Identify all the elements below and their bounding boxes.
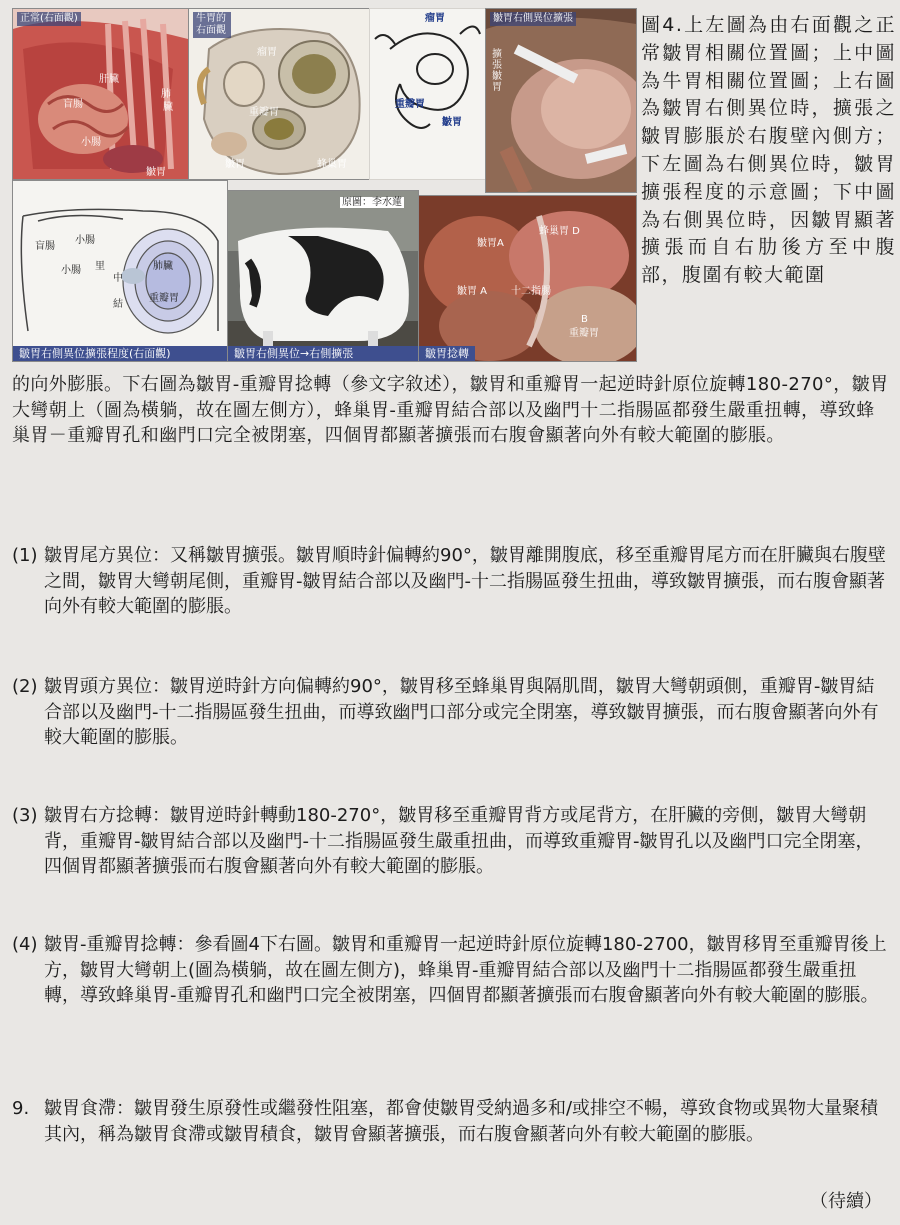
figure-caption: 皺胃右側異位→右側擴張 — [228, 346, 418, 361]
figure-label: 擴張皺胃 — [492, 49, 502, 93]
figure-label: 小腸 — [61, 265, 81, 276]
item-number: (1) — [12, 545, 38, 566]
item-text: 皺胃尾方異位：又稱皺胃擴張。皺胃順時針偏轉約90°，皺胃離開腹底，移至重瓣胃尾方而在肝臟與右腹壁之間，皺胃大彎朝尾側，重瓣胃-皺胃結合部以及幽門-十二指腸區發生扭曲，導致皺胃擴張，而右腹會顯著向外有較大範圍的膨脹。 — [44, 545, 886, 617]
item-number: (2) — [12, 676, 38, 697]
figure-cattle-stomach — [188, 8, 370, 180]
item-number: (3) — [12, 805, 38, 826]
torsion-photo — [419, 196, 636, 361]
item-text: 皺胃食滯：皺胃發生原發性或繼發性阻塞，都會使皺胃受納過多和/或排空不暢，導致食物或異物大量聚積其內，稱為皺胃食滯或皺胃積食，皺胃會顯著擴張，而右腹會顯著向外有較大範圍的膨脹。 — [44, 1098, 879, 1145]
item-text: 皺胃-重瓣胃捻轉：參看圖4下右圖。皺胃和重瓣胃一起逆時針原位旋轉180-2700，皺胃移胃至重瓣胃後上方，皺胃大彎朝上(圖為橫躺，故在圖左側方)，蜂巢胃-重瓣胃結合部以及幽門十二指腸區都發生嚴重扭轉，導致蜂巢胃-重瓣胃孔和幽門口完全被閉塞，四個胃都顯著擴張而右腹會顯著向外有較大範圍的膨脹。 — [44, 934, 887, 1006]
figure-displacement-drawing — [369, 8, 486, 180]
figure-label: 蜂巢胃 — [317, 159, 347, 170]
figure-label: 瘤胃 — [425, 13, 445, 24]
figure-label: 臟 — [163, 102, 173, 113]
figure-label: 結 — [113, 299, 123, 310]
figure-side-caption: 圖4.上左圖為由右面觀之正常皺胃相關位置圖；上中圖為牛胃相關位置圖；上右圖為皺胃右側異位時，擴張之皺胃膨脹於右腹壁內側方；下左圖為右側異位時，皺胃擴張程度的示意圖；下中圖為右側異位時，因皺胃顯著擴張而自右肋後方至中腹部，腹圍有較大範圍 — [641, 14, 896, 287]
figure-distension-photo — [485, 8, 637, 193]
figure-label: 肝臟 — [99, 74, 119, 85]
figure-label: 重瓣胃 — [395, 99, 425, 110]
figure-label: 小腸 — [81, 137, 101, 148]
item-number: (4) — [12, 934, 38, 955]
figure-label: 肺臟 — [153, 261, 173, 272]
figure-label: 重瓣胃 — [569, 328, 599, 339]
figure-label: 蜂巢胃 D — [539, 226, 580, 237]
cow-photo — [228, 191, 418, 361]
figure-label: 里 — [95, 261, 105, 272]
figure-label: B — [581, 314, 588, 325]
to-be-continued: （待續） — [810, 1191, 882, 1212]
photo-credit: 原圖：李水蓮 — [342, 197, 402, 208]
figure-label: 肺 — [161, 89, 171, 100]
figure-cow-photo — [227, 190, 419, 362]
figure-label: 重瓣胃 — [149, 293, 179, 304]
figure-label: 皺胃 — [146, 167, 166, 178]
figure-torsion-photo — [418, 195, 637, 362]
item-text: 皺胃右方捻轉：皺胃逆時針轉動180-270°，皺胃移至重瓣胃背方或尾背方，在肝臟的旁側，皺胃大彎朝背，重瓣胃-皺胃結合部以及幽門-十二指腸區發生嚴重扭曲，而導致重瓣胃-皺胃孔以及幽門口完全閉塞，四個胃都顯著擴張而右腹會顯著向外有較大範圍的膨脹。 — [44, 805, 874, 877]
figure-label: 十二指腸 — [511, 286, 551, 297]
item-text: 皺胃頭方異位：皺胃逆時針方向偏轉約90°，皺胃移至蜂巢胃與隔肌間，皺胃大彎朝頭側，重瓣胃-皺胃結合部以及幽門-十二指腸區發生扭曲，而導致幽門口部分或完全閉塞，導致皺胃擴張，而右腹會顯著向外有較大範圍的膨脹。 — [44, 676, 879, 748]
figure-label: 皺胃 — [225, 159, 245, 170]
figure-label: 皺胃 A — [457, 286, 488, 297]
figure-label: 重瓣胃 — [249, 107, 279, 118]
line-drawing — [370, 9, 485, 179]
figure-label: 盲腸 — [35, 241, 55, 252]
item-number: 9. — [12, 1098, 30, 1119]
figure-label: 皺胃 — [442, 117, 462, 128]
figure-label: 小腸 — [75, 235, 95, 246]
figure-caption: 皺胃右側異位擴張程度(右面觀) — [13, 346, 227, 361]
figure-label: 瘤胃 — [257, 47, 277, 58]
outline-diagram — [13, 181, 227, 361]
figure-caption: 皺胃捻轉 — [419, 346, 475, 361]
figure-label: 中 — [113, 273, 123, 284]
figure-label: 盲腸 — [63, 99, 83, 110]
surgical-photo — [486, 9, 636, 192]
figure-displacement-degree-diagram — [12, 180, 228, 362]
figure-label: 皺胃A — [477, 238, 504, 249]
caption-continued: 的向外膨脹。下右圖為皺胃-重瓣胃捻轉（參文字敘述），皺胃和重瓣胃一起逆時針原位旋轉180-270°，皺胃大彎朝上（圖為橫躺，故在圖左側方），蜂巢胃-重瓣胃結合部以及幽門十二指腸區都發生嚴重扭轉，導致蜂巢胃－重瓣胃孔和幽門口完全被閉塞，四個胃都顯著擴張而右腹會顯著向外有較大範圍的膨脹。 — [12, 374, 889, 446]
figure-caption: 皺胃右側異位擴張 — [490, 12, 576, 26]
figure-normal-right-view — [12, 8, 189, 180]
figure-caption: 正常(右面觀) — [17, 12, 81, 26]
figure-caption: 牛胃的右面觀 — [193, 12, 231, 38]
